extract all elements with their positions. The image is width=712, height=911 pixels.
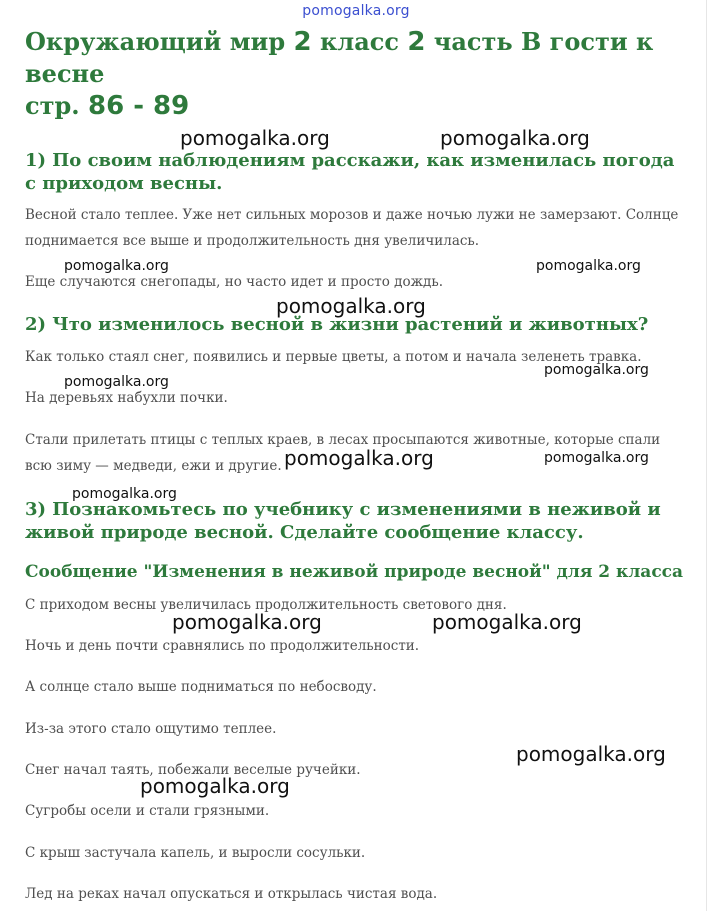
title-grade-number: 2 [293, 27, 312, 57]
title-pages: 86 - 89 [87, 91, 190, 121]
watermark: pomogalka.org [140, 774, 290, 798]
watermark: pomogalka.org [172, 610, 322, 634]
message-line-1: С приходом весны увеличилась продолжительность светового дня. [25, 597, 507, 613]
message-line-2: Ночь и день почти сравнялись по продолжительности. [25, 638, 420, 654]
question-2-answer-paragraph-2: На деревьях набухли почки. [25, 390, 228, 406]
question-1-heading: 1) По своим наблюдениям расскажи, как изменилась погода с приходом весны. [25, 150, 675, 194]
question-2-answer-paragraph-1: Как только стаял снег, появились и первые цветы, а потом и начала зеленеть травка. [25, 349, 642, 365]
watermark: pomogalka.org [544, 362, 649, 378]
question-2-heading: 2) Что изменилось весной в жизни растений и животных? [25, 314, 649, 335]
watermark: pomogalka.org [64, 258, 169, 274]
message-line-6: Сугробы осели и стали грязными. [25, 803, 270, 819]
message-line-5: Снег начал таять, побежали веселые ручейки. [25, 762, 361, 778]
page-title [25, 26, 685, 122]
question-1-answer-paragraph-1: Весной стало теплее. Уже нет сильных морозов и даже ночью лужи не замерзают. Солнце поднимается все выше и продолжительность дня увеличилась. [25, 207, 679, 249]
watermark: pomogalka.org [432, 610, 582, 634]
watermark: pomogalka.org [64, 374, 169, 390]
header-watermark: pomogalka.org [302, 3, 410, 19]
watermark: pomogalka.org [276, 294, 426, 318]
title-pages-prefix: стр. [25, 91, 88, 120]
title-text-3: часть В гости к весне [25, 27, 654, 88]
page-edge-divider [706, 0, 707, 911]
question-3-heading: 3) Познакомьтесь по учебнику с изменениями в неживой и живой природе весной. Сделайте сообщение классу. [25, 499, 661, 543]
watermark: pomogalka.org [72, 486, 177, 502]
title-part-number: 2 [407, 27, 426, 57]
watermark: pomogalka.org [284, 446, 434, 470]
watermark: pomogalka.org [516, 742, 666, 766]
message-line-4: Из-за этого стало ощутимо теплее. [25, 721, 277, 737]
watermark: pomogalka.org [440, 126, 590, 150]
title-text-1: Окружающий мир [25, 27, 294, 56]
message-line-3: А солнце стало выше подниматься по небосводу. [25, 679, 377, 695]
title-text-2: класс [311, 27, 408, 56]
message-line-8: Лед на реках начал опускаться и открылась чистая вода. [25, 886, 438, 902]
question-1-answer-paragraph-2: Еще случаются снегопады, но часто идет и просто дождь. [25, 274, 443, 290]
message-line-7: С крыш застучала капель, и выросли сосульки. [25, 845, 366, 861]
watermark: pomogalka.org [536, 258, 641, 274]
watermark: pomogalka.org [544, 450, 649, 466]
watermark: pomogalka.org [180, 126, 330, 150]
message-subheading: Сообщение "Изменения в неживой природе весной" для 2 класса [25, 562, 684, 582]
question-2-answer-paragraph-3: Стали прилетать птицы с теплых краев, в лесах просыпаются животные, которые спали всю зиму — медведи, ежи и другие. [25, 432, 661, 474]
